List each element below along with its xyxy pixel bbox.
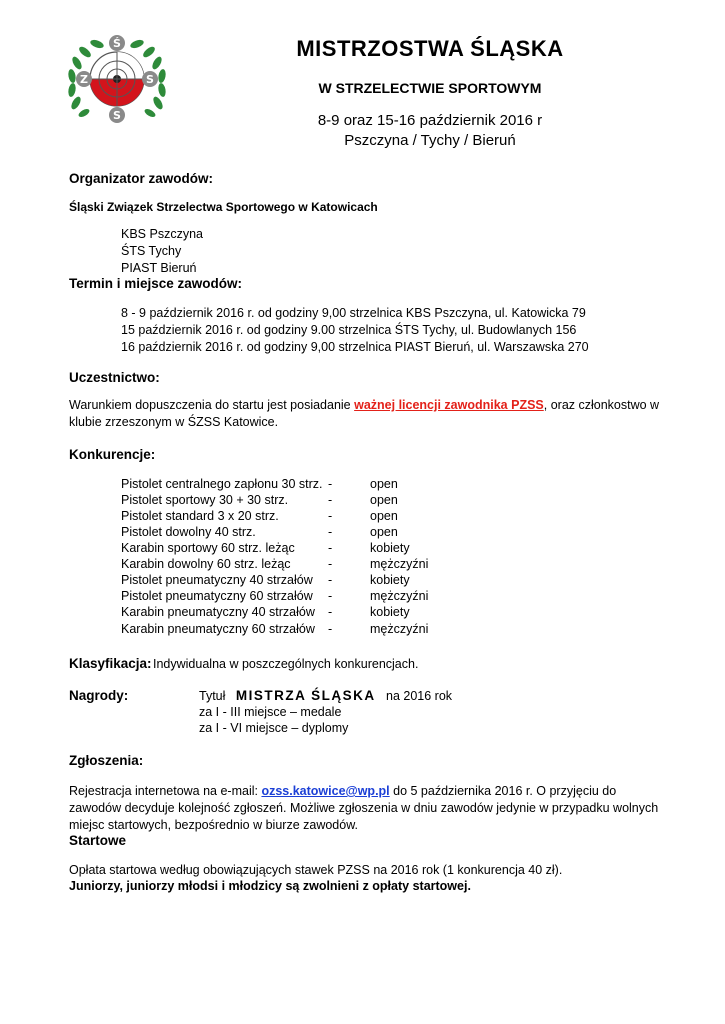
club-item: KBS Pszczyna xyxy=(121,227,203,241)
classification-text: Indywidualna w poszczególnych konkurencjach. xyxy=(153,657,419,671)
awards-medals: za I - III miejsce – medale xyxy=(199,705,342,719)
registration-text xyxy=(69,783,669,834)
classification-heading: Klasyfikacja: xyxy=(69,656,152,671)
svg-text:Z: Z xyxy=(80,73,88,86)
organizer-heading: Organizator zawodów: xyxy=(69,171,214,186)
schedule-item: 15 październik 2016 r. od godziny 9.00 strzelnica ŚTS Tychy, ul. Budowlanych 156 xyxy=(121,323,577,337)
svg-text:S: S xyxy=(113,109,121,122)
awards-title-line xyxy=(199,688,452,703)
club-item: ŚTS Tychy xyxy=(121,244,182,258)
fees-exemption-note: Juniorzy, juniorzy młodsi i młodzicy są zwolnieni z opłaty startowej. xyxy=(69,879,471,893)
event-places: Pszczyna / Tychy / Bieruń xyxy=(344,132,516,149)
shooting-club-logo-icon xyxy=(62,33,172,125)
club-item: PIAST Bieruń xyxy=(121,261,197,275)
schedule-item: 8 - 9 październik 2016 r. od godziny 9,00 strzelnica KBS Pszczyna, ul. Katowicka 79 xyxy=(121,306,586,320)
registration-heading: Zgłoszenia: xyxy=(69,753,144,768)
awards-title-prefix: Tytuł xyxy=(199,689,226,703)
awards-title-suffix: na 2016 rok xyxy=(386,689,453,703)
schedule-item: 16 październik 2016 r. od godziny 9,00 strzelnica PIAST Bieruń, ul. Warszawska 270 xyxy=(121,340,589,354)
fees-heading: Startowe xyxy=(69,833,127,848)
awards-heading: Nagrody: xyxy=(69,688,129,703)
page-subtitle: W STRZELECTWIE SPORTOWYM xyxy=(318,80,542,96)
svg-text:S: S xyxy=(146,73,154,86)
event-dates: 8-9 oraz 15-16 październik 2016 r xyxy=(317,112,543,129)
participation-text-start: Warunkiem dopuszczenia do startu jest posiadanie xyxy=(69,398,355,412)
page-title: MISTRZOSTWA ŚLĄSKA xyxy=(296,36,564,61)
organizer-name: Śląski Związek Strzelectwa Sportowego w Katowicach xyxy=(69,200,378,214)
awards-diplomas: za I - VI miejsce – dyplomy xyxy=(199,721,349,735)
competitions-heading: Konkurencje: xyxy=(69,447,156,462)
participation-heading: Uczestnictwo: xyxy=(69,370,160,385)
participation-text xyxy=(69,397,669,431)
registration-email-link[interactable]: ozss.katowice@wp.pl xyxy=(261,784,390,798)
registration-text-end: do 5 października 2016 r. O przyjęciu do zawodów decyduje kolejność zgłoszeń. Możliwe zgłoszenia w dniu zawodów jedynie w przypadku wolnych miejsc startowych, bezpośrednio w biurze zawodów. xyxy=(69,784,659,832)
participation-text-end: , oraz członkostwo w klubie zrzeszonym w ŚZSS Katowice. xyxy=(69,398,660,429)
license-requirement: ważnej licencji zawodnika PZSS xyxy=(354,398,544,412)
schedule-heading: Termin i miejsce zawodów: xyxy=(69,276,243,291)
awards-title: MISTRZA ŚLĄSKA xyxy=(235,688,376,703)
svg-text:Ś: Ś xyxy=(113,37,121,50)
registration-text-start: Rejestracja internetowa na e-mail: xyxy=(69,784,262,798)
fees-text: Opłata startowa według obowiązujących stawek PZSS na 2016 rok (1 konkurencja 40 zł). xyxy=(69,863,563,877)
